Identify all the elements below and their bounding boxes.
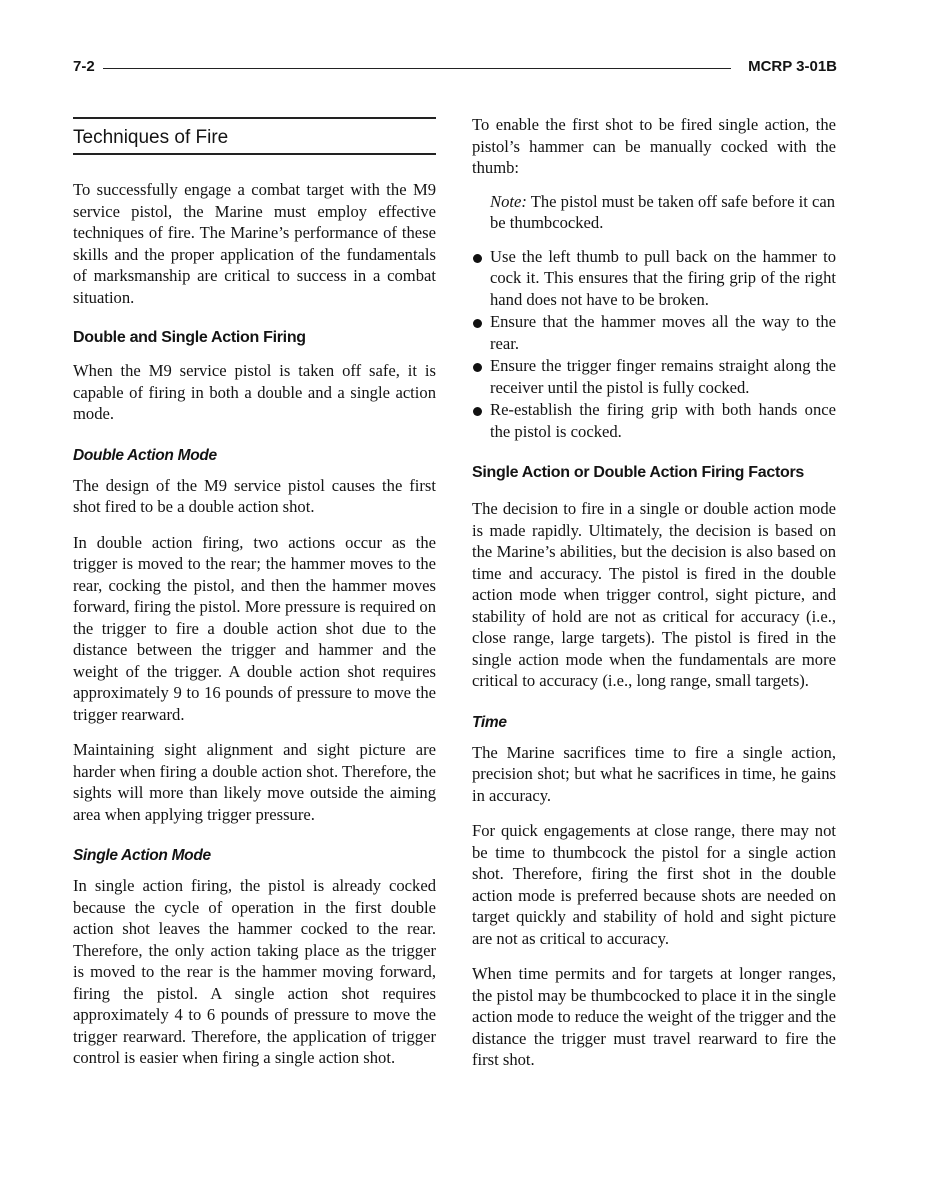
paragraph-design: The design of the M9 service pistol causes the first shot fired to be a double action shot. — [73, 475, 436, 516]
header-rule — [103, 68, 731, 69]
paragraph-single-action-firing: In single action firing, the pistol is already cocked because the cycle of operation in the first double action shot leaves the hammer cocked to the rear. Therefore, the only action taking place as the trigger is moved to the rear is the hammer moving forward, firing the pistol. A single action shot requires approximately 4 to 6 pounds of pressure to move the trigger rearward. Therefore, the application of trigger control is easier when firing a single action shot. — [73, 876, 436, 1067]
left-column — [73, 115, 436, 1069]
list-item: Re-establish the firing grip with both hands once the pistol is cocked. — [472, 399, 836, 442]
paragraph-when-time-permits: When time permits and for targets at longer ranges, the pistol may be thumbcocked to place it in the single action mode to reduce the weight of the trigger and the distance the trigger must travel rearward to fire the first shot. — [472, 964, 837, 1069]
list-item: Ensure that the hammer moves all the way to the rear. — [472, 311, 836, 354]
page-number: 7-2 — [73, 58, 95, 75]
list-item: Use the left thumb to pull back on the hammer to cock it. This ensures that the firing grip of the right hand does not have to be broken. — [472, 246, 836, 311]
right-column — [472, 114, 836, 1071]
heading-double-single-action: Double and Single Action Firing — [73, 329, 306, 346]
section-title: Techniques of Fire — [73, 117, 436, 155]
bullet-list — [472, 246, 836, 443]
bullet-icon — [473, 363, 482, 372]
note-label: Note: — [490, 191, 527, 211]
subheading-single-action-mode: Single Action Mode — [73, 847, 211, 864]
list-item: Ensure the trigger finger remains straight along the receiver until the pistol is fully cocked. — [472, 355, 836, 398]
paragraph-enable-single-action: To enable the first shot to be fired single action, the pistol’s hammer can be manually cocked with the thumb: — [472, 115, 836, 177]
intro-paragraph: To successfully engage a combat target with the M9 service pistol, the Marine must employ effective techniques of fire. The Marine’s performance of these skills and the proper application of the fundamentals of marksmanship are critical to success in a combat situation. — [73, 180, 436, 307]
bullet-icon — [473, 254, 482, 263]
publication-id: MCRP 3-01B — [748, 58, 837, 75]
paragraph-double-action-firing: In double action firing, two actions occur as the trigger is moved to the rear; the hammer moves to the rear, cocking the pistol, and then the hammer moves forward, firing the pistol. More pressure is required on the trigger to fire a double action shot due to the distance between the trigger and hammer and the weight of the trigger. A double action shot requires approximately 9 to 16 pounds of pressure to move the trigger rearward. — [73, 532, 436, 724]
subheading-double-action-mode: Double Action Mode — [73, 446, 217, 464]
paragraph-taken-off-safe: When the M9 service pistol is taken off safe, it is capable of firing in both a double and a single action mode. — [73, 361, 436, 423]
page-header — [73, 58, 837, 80]
paragraph-decision: The decision to fire in a single or double action mode is made rapidly. Ultimately, the decision is based on the Marine’s abilities, but the decision is also based on time and accuracy. The pistol is fired in the double action mode when trigger control, sight picture, and stability of hold are not as critical for accuracy (i.e., close range, large targets). The pistol is fired in the single action mode when the fundamentals are more critical to accuracy (i.e., long range, small targets). — [472, 499, 836, 690]
note — [472, 191, 836, 234]
paragraph-quick-engagements: For quick engagements at close range, there may not be time to thumbcock the pistol for a single action shot. Therefore, firing the first shot in the double action mode is preferred because shots are needed on target quickly and stability of hold and sight picture are not as critical to accuracy. — [472, 821, 836, 948]
heading-firing-factors: Single Action or Double Action Firing Factors — [472, 464, 804, 481]
note-text: The pistol must be taken off safe before it can be thumbcocked. — [490, 191, 835, 232]
paragraph-maintaining-alignment: Maintaining sight alignment and sight picture are harder when firing a double action shot. Therefore, the sights will more than likely move outside the aiming area when applying trigger pressure. — [73, 740, 436, 824]
bullet-icon — [473, 319, 482, 328]
bullet-icon — [473, 407, 482, 416]
paragraph-time: The Marine sacrifices time to fire a single action, precision shot; but what he sacrifices in time, he gains in accuracy. — [472, 742, 836, 805]
subheading-time: Time — [472, 713, 507, 731]
